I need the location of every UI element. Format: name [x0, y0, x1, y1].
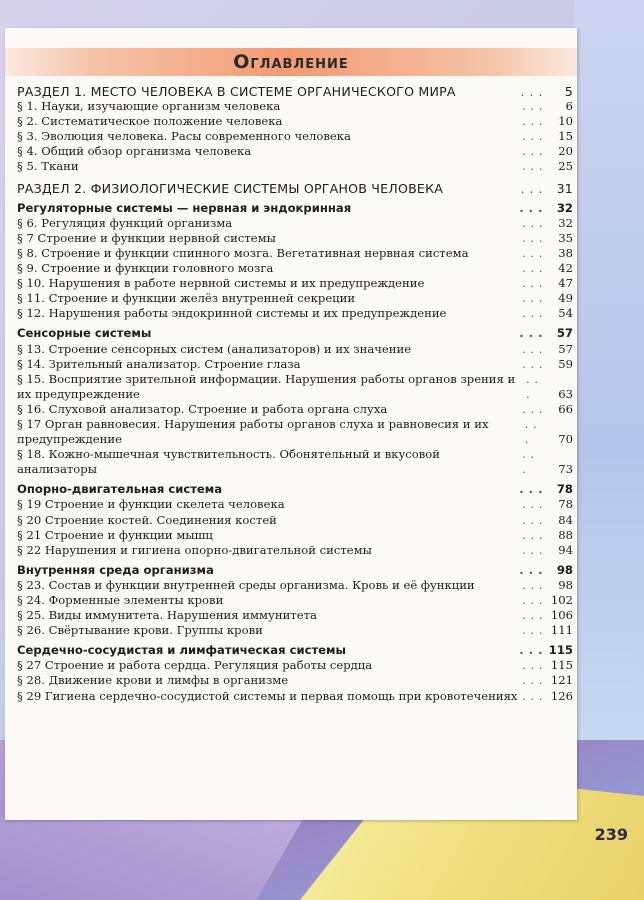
toc-entry-page: 38 — [558, 245, 573, 260]
toc-entry-page: 49 — [558, 291, 573, 306]
toc-entry[interactable] — [17, 543, 573, 558]
dot-leader: . . . — [519, 200, 543, 215]
dot-leader: . . . — [522, 497, 543, 512]
toc-entry-page: 10 — [558, 114, 573, 129]
toc-entry[interactable] — [17, 608, 573, 623]
toc-entry[interactable] — [17, 417, 573, 447]
toc-entry-title: Внутренняя среда организма — [17, 562, 214, 577]
toc-entry-title: § 19 Строение и функции скелета человека — [17, 497, 285, 512]
toc-entry-title: § 11. Строение и функции желёз внутренней секреции — [17, 291, 356, 306]
toc-entry-title: § 16. Слуховой анализатор. Строение и работа органа слуха — [17, 401, 388, 416]
toc-entry[interactable] — [17, 291, 573, 306]
toc-entry[interactable] — [17, 129, 573, 144]
toc-group-heading[interactable] — [17, 201, 573, 216]
toc-entry-title: Сердечно-сосудистая и лимфатическая системы — [17, 643, 346, 658]
dot-leader: . . . — [522, 159, 543, 174]
toc-entry-page: 102 — [550, 593, 573, 607]
dot-leader: . . . — [520, 180, 543, 196]
toc-group-heading[interactable] — [17, 643, 573, 658]
toc-entry-page: 5 — [564, 84, 573, 99]
toc-entry[interactable] — [17, 372, 573, 402]
toc-entry[interactable] — [17, 447, 573, 477]
toc-group-heading[interactable] — [17, 326, 573, 341]
toc-entry-title: § 26. Свёртывание крови. Группы крови — [17, 623, 263, 638]
toc-entry[interactable] — [17, 689, 573, 704]
toc-entry-page: 47 — [558, 276, 573, 291]
dot-leader: . . . — [522, 673, 543, 688]
toc-entry-title: § 24. Форменные элементы крови — [17, 593, 224, 607]
toc-entry-page: 121 — [550, 673, 573, 688]
toc-entry-title: § 18. Кожно-мышечная чувствительность. Обонятельный и вкусовой анализаторы — [17, 447, 441, 477]
toc-entry-title: РАЗДЕЛ 2. ФИЗИОЛОГИЧЕСКИЕ СИСТЕМЫ ОРГАНОВ ЧЕЛОВЕКА — [17, 180, 444, 196]
toc-entry-title: § 12. Нарушения работы эндокринной системы и их предупреждение — [17, 306, 447, 321]
toc-entry-title: § 8. Строение и функции спинного мозга. Вегетативная нервная система — [17, 245, 469, 260]
toc-group-heading[interactable] — [17, 563, 573, 578]
toc-section-heading[interactable] — [17, 181, 573, 196]
dot-leader: . . . — [522, 527, 543, 542]
toc-entry-title: § 23. Состав и функции внутренней среды организма. Кровь и её функции — [17, 577, 475, 592]
toc-entry-title: § 3. Эволюция человека. Расы современного человека — [17, 129, 351, 144]
dot-leader: . . . — [522, 99, 543, 114]
toc-entry-title: § 21 Строение и функции мышц — [17, 527, 213, 542]
toc-entry-page: 42 — [558, 261, 573, 276]
toc-entry-title: § 20 Строение костей. Соединения костей — [17, 512, 277, 527]
toc-entry[interactable] — [17, 578, 573, 593]
toc-entry[interactable] — [17, 402, 573, 417]
dot-leader: . . . — [524, 416, 538, 447]
toc-entry-title: § 2. Систематическое положение человека — [17, 114, 283, 129]
dot-leader: . . . — [522, 261, 543, 276]
dot-leader: . . . — [522, 245, 543, 260]
toc-entry-page: 88 — [558, 527, 573, 542]
toc-entry-title: § 7 Строение и функции нервной системы — [17, 230, 276, 245]
toc-entry-title: § 27 Строение и работа сердца. Регуляция работы сердца — [17, 658, 373, 673]
dot-leader: . . . — [522, 447, 535, 477]
toc-entry-page: 35 — [558, 230, 573, 245]
toc-entry[interactable] — [17, 593, 573, 608]
dot-leader: . . . — [522, 512, 543, 527]
toc-entry-page: 66 — [558, 401, 573, 416]
toc-entry-title: Сенсорные системы — [17, 326, 152, 341]
page-number: 239 — [594, 825, 628, 844]
toc-entry[interactable] — [17, 306, 573, 321]
toc-entry-page: 57 — [558, 341, 573, 356]
dot-leader: . . . — [522, 542, 543, 557]
dot-leader: . . . — [522, 356, 543, 371]
toc-entry-title: Опорно-двигательная система — [17, 482, 223, 497]
toc-entry-page: 25 — [558, 159, 573, 174]
toc-entry-page: 31 — [556, 180, 573, 196]
toc-entry-page: 126 — [550, 688, 573, 703]
toc-entry-page: 106 — [550, 608, 573, 623]
toc-entry-title: § 17 Орган равновесия. Нарушения работы органов слуха и равновесия и их предупреждение — [17, 416, 489, 447]
toc-entry-page: 63 — [558, 386, 573, 401]
toc-entry[interactable] — [17, 497, 573, 512]
toc-entry-title: Регуляторные системы — нервная и эндокринная — [17, 200, 352, 215]
toc-entry-page: 78 — [556, 482, 573, 497]
toc-entry-title: § 1. Науки, изучающие организм человека — [17, 99, 281, 114]
toc-entry-page: 20 — [558, 144, 573, 159]
toc-entry-page: 115 — [550, 658, 573, 673]
toc-group-heading[interactable] — [17, 482, 573, 497]
toc-entry-page: 59 — [558, 356, 573, 371]
toc-entry-page: 78 — [558, 497, 573, 512]
toc-entry-page: 32 — [558, 215, 573, 230]
toc-entry-page: 57 — [556, 326, 573, 341]
toc-entry-title: § 14. Зрительный анализатор. Строение глаза — [17, 356, 301, 371]
dot-leader: . . . — [522, 276, 543, 291]
toc-entry-page: 6 — [565, 99, 573, 114]
toc-entry-title: § 22 Нарушения и гигиена опорно-двигательной системы — [17, 542, 372, 557]
toc-entry-page: 115 — [548, 643, 573, 658]
toc-entry-title: § 4. Общий обзор организма человека — [17, 144, 252, 159]
dot-leader: . . . — [519, 326, 543, 341]
dot-leader: . . . — [522, 291, 543, 306]
dot-leader: . . . — [522, 129, 543, 144]
toc-entry-page: 32 — [556, 200, 573, 215]
dot-leader: . . . — [519, 562, 543, 577]
toc-entry[interactable] — [17, 246, 573, 261]
dot-leader: . . . — [522, 341, 543, 356]
toc-entry[interactable] — [17, 357, 573, 372]
toc-entry[interactable] — [17, 114, 573, 129]
toc-entry-page: 15 — [558, 129, 573, 144]
toc-entry[interactable] — [17, 261, 573, 276]
toc-entry-page: 70 — [558, 432, 573, 447]
dot-leader: . . . — [522, 688, 543, 703]
toc-entry-page: 54 — [558, 306, 573, 321]
dot-leader: . . . — [522, 623, 543, 638]
dot-leader: . . . — [519, 482, 543, 497]
toc-entry-page: 73 — [558, 462, 573, 477]
dot-leader: . . . — [522, 401, 543, 416]
dot-leader: . . . — [519, 643, 543, 658]
dot-leader: . . . — [522, 658, 543, 673]
toc-entry-title: § 28. Движение крови и лимфы в организме — [17, 673, 289, 688]
toc-entry-title: § 9. Строение и функции головного мозга — [17, 261, 274, 276]
toc-entry[interactable] — [17, 216, 573, 231]
toc-entry-title: § 6. Регуляция функций организма — [17, 215, 233, 230]
dot-leader: . . . — [522, 608, 543, 623]
page-title: Оглавление — [233, 51, 349, 73]
toc-entry-title: § 15. Восприятие зрительной информации. Нарушения работы органов зрения и их предупреждение — [17, 371, 516, 401]
toc-entry-page: 84 — [558, 512, 573, 527]
toc-entry[interactable] — [17, 231, 573, 246]
toc-entry[interactable] — [17, 528, 573, 543]
dot-leader: . . . — [522, 144, 543, 159]
dot-leader: . . . — [522, 230, 543, 245]
toc-entry[interactable] — [17, 658, 573, 673]
toc-entry-page: 111 — [550, 623, 573, 638]
table-of-contents — [17, 84, 573, 704]
toc-section-heading[interactable] — [17, 84, 573, 99]
toc-entry-page: 98 — [558, 577, 573, 592]
toc-entry[interactable] — [17, 144, 573, 159]
toc-entry-page: 94 — [558, 542, 573, 557]
dot-leader: . . . — [520, 84, 543, 99]
contents-sheet — [5, 28, 577, 820]
toc-entry[interactable] — [17, 342, 573, 357]
toc-entry[interactable] — [17, 276, 573, 291]
dot-leader: . . . — [522, 306, 543, 321]
toc-entry[interactable] — [17, 513, 573, 528]
dot-leader: . . . — [525, 371, 539, 401]
toc-entry-title: РАЗДЕЛ 1. МЕСТО ЧЕЛОВЕКА В СИСТЕМЕ ОРГАНИЧЕСКОГО МИРА — [17, 84, 456, 99]
toc-entry[interactable] — [17, 159, 573, 174]
toc-entry-title: § 29 Гигиена сердечно-сосудистой системы и первая помощь при кровотечениях — [17, 688, 518, 703]
toc-entry-title: § 13. Строение сенсорных систем (анализаторов) и их значение — [17, 341, 412, 356]
dot-leader: . . . — [522, 215, 543, 230]
toc-entry-page: 98 — [556, 562, 573, 577]
dot-leader: . . . — [522, 593, 543, 607]
toc-entry-title: § 25. Виды иммунитета. Нарушения иммунитета — [17, 608, 317, 623]
dot-leader: . . . — [522, 114, 543, 129]
toc-entry[interactable] — [17, 673, 573, 688]
toc-entry[interactable] — [17, 99, 573, 114]
toc-entry-title: § 10. Нарушения в работе нервной системы и их предупреждение — [17, 276, 425, 291]
dot-leader: . . . — [522, 577, 543, 592]
toc-entry[interactable] — [17, 623, 573, 638]
toc-entry-title: § 5. Ткани — [17, 159, 79, 174]
